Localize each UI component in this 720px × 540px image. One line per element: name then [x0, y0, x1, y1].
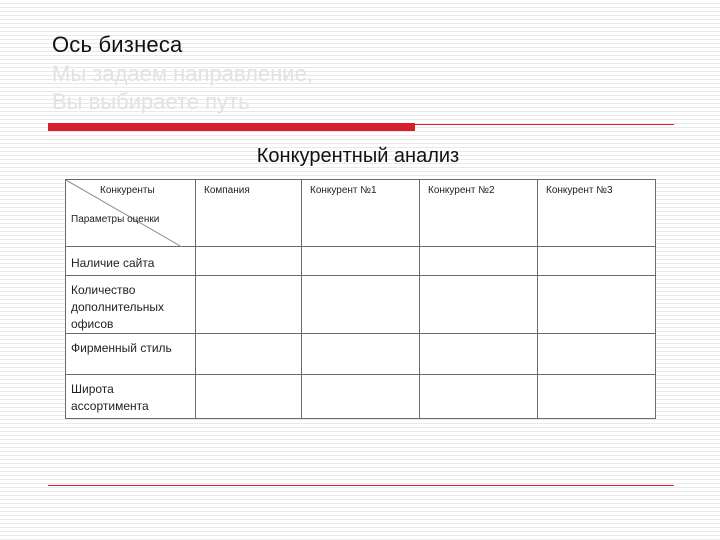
table-row [66, 276, 656, 334]
corner-label-competitors: Конкуренты [100, 185, 155, 196]
table-cell [302, 334, 420, 375]
table-cell [420, 375, 538, 419]
header-accent-bar [48, 123, 415, 131]
row-label-offices: Количество дополнительных офисов [66, 276, 196, 334]
header-rule [415, 124, 674, 125]
footer-rule [48, 485, 674, 486]
table-row [66, 247, 656, 276]
table-cell [302, 375, 420, 419]
table-row [66, 334, 656, 375]
table-cell [302, 276, 420, 334]
column-header-competitor-3: Конкурент №3 [538, 180, 656, 247]
row-label-website: Наличие сайта [66, 247, 196, 276]
table-cell [196, 247, 302, 276]
column-header-company: Компания [196, 180, 302, 247]
slide-title: Ось бизнеса [52, 32, 183, 57]
table-cell [420, 276, 538, 334]
column-header-competitor-1: Конкурент №1 [302, 180, 420, 247]
table-row [66, 375, 656, 419]
table-cell [538, 247, 656, 276]
corner-label-criteria: Параметры оценки [71, 214, 160, 225]
subtitle-line-1: Мы задаем направление, [52, 61, 313, 86]
corner-cell [66, 180, 196, 247]
table-cell [538, 334, 656, 375]
slide-subtitle [52, 60, 452, 116]
competitor-analysis-table [65, 179, 656, 419]
section-title: Конкурентный анализ [256, 145, 460, 167]
table-cell [302, 247, 420, 276]
table-header-row [66, 180, 656, 247]
subtitle-line-2: Вы выбираете путь [52, 89, 250, 114]
column-header-competitor-2: Конкурент №2 [420, 180, 538, 247]
row-label-brand-style: Фирменный стиль [66, 334, 196, 375]
table-cell [196, 375, 302, 419]
table-cell [538, 375, 656, 419]
row-label-assortment: Широта ассортимента [66, 375, 196, 419]
table-cell [538, 276, 656, 334]
table-cell [196, 276, 302, 334]
table-cell [420, 334, 538, 375]
table-cell [420, 247, 538, 276]
table-cell [196, 334, 302, 375]
